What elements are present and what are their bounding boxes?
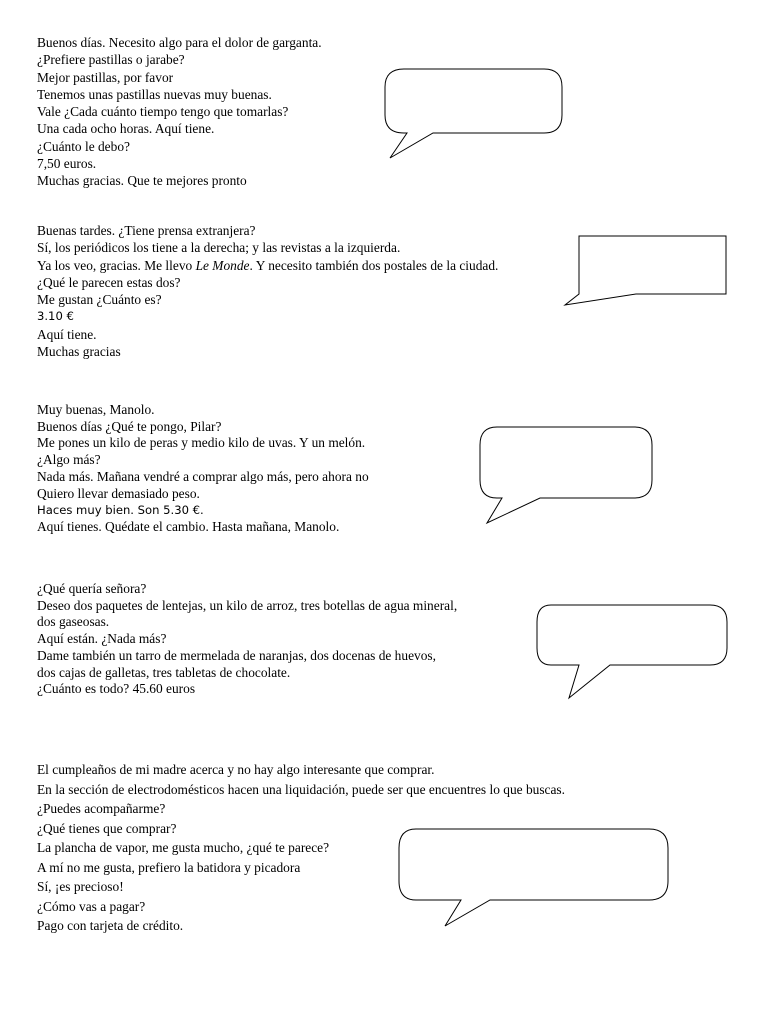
dialogue-line: 3.10 € — [37, 309, 74, 324]
dialogue-line: ¿Qué tienes que comprar? — [37, 820, 177, 836]
dialogue-line: Aquí tiene. — [37, 326, 97, 342]
dialogue-line: Dame también un tarro de mermelada de naranjas, dos docenas de huevos, — [37, 647, 436, 663]
line-text: . Y necesito también dos postales de la ciudad. — [249, 257, 499, 273]
dialogue-line: Deseo dos paquetes de lentejas, un kilo de arroz, tres botellas de agua mineral, — [37, 597, 458, 613]
dialogue-line: Muchas gracias. Que te mejores pronto — [37, 173, 247, 189]
speech-bubble-1 — [384, 68, 564, 160]
dialogue-line: Tenemos unas pastillas nuevas muy buenas. — [37, 86, 272, 102]
dialogue-line: Muy buenas, Manolo. — [37, 402, 155, 417]
dialogue-line: La plancha de vapor, me gusta mucho, ¿qué te parece? — [37, 840, 330, 855]
dialogue-line: ¿Prefiere pastillas o jarabe? — [37, 52, 185, 68]
dialogue-line: Muchas gracias — [37, 344, 121, 360]
dialogue-line: ¿Cuánto le debo? — [37, 138, 130, 154]
speech-bubble-4 — [536, 604, 730, 700]
dialogue-line: Quiero llevar demasiado peso. — [37, 485, 200, 501]
dialogue-line: En la sección de electrodomésticos hacen una liquidación, puede ser que encuentres lo que buscas. — [37, 781, 565, 797]
dialogue-grocery — [37, 581, 457, 698]
dialogue-line: ¿Qué quería señora? — [37, 581, 147, 596]
speech-bubble-5 — [398, 828, 672, 930]
dialogue-newsstand — [37, 222, 498, 360]
dialogue-line: ¿Qué le parecen estas dos? — [37, 274, 181, 290]
dialogue-line: A mí no me gusta, prefiero la batidora y picadora — [37, 859, 301, 875]
dialogue-line: Me pones un kilo de peras y medio kilo de uvas. Y un melón. — [37, 435, 366, 451]
dialogue-line: ¿Algo más? — [37, 452, 101, 468]
speech-bubble-3 — [479, 426, 655, 526]
dialogue-fruit-shop — [37, 402, 369, 536]
dialogue-line: Pago con tarjeta de crédito. — [37, 918, 184, 933]
line-text: Ya los veo, gracias. Me llevo — [37, 257, 196, 273]
newspaper-title: Le Monde — [195, 257, 250, 273]
dialogue-line: Buenos días. Necesito algo para el dolor de garganta. — [37, 35, 322, 50]
dialogue-line: 7,50 euros. — [37, 156, 97, 172]
dialogue-line: Me gustan ¿Cuánto es? — [37, 292, 162, 308]
dialogue-line: El cumpleaños de mi madre acerca y no hay algo interesante que comprar. — [37, 762, 435, 777]
dialogue-line: ¿Cuánto es todo? 45.60 euros — [37, 681, 196, 697]
dialogue-line: Vale ¿Cada cuánto tiempo tengo que tomarlas? — [37, 104, 289, 120]
dialogue-line — [37, 257, 498, 274]
dialogue-line: ¿Cómo vas a pagar? — [37, 898, 146, 914]
dialogue-line: ¿Puedes acompañarme? — [37, 801, 166, 816]
dialogue-line: dos gaseosas. — [37, 614, 110, 630]
dialogue-line: Aquí tienes. Quédate el cambio. Hasta mañana, Manolo. — [37, 518, 340, 534]
dialogue-line: Buenas tardes. ¿Tiene prensa extranjera? — [37, 223, 256, 238]
dialogue-line: Mejor pastillas, por favor — [37, 69, 174, 85]
dialogue-pharmacy — [37, 34, 322, 190]
dialogue-line: Sí, ¡es precioso! — [37, 879, 124, 894]
dialogue-line: Buenos días ¿Qué te pongo, Pilar? — [37, 418, 222, 434]
dialogue-line: Una cada ocho horas. Aquí tiene. — [37, 121, 215, 137]
dialogue-line: Aquí están. ¿Nada más? — [37, 631, 167, 647]
dialogue-line: Nada más. Mañana vendré a comprar algo más, pero ahora no — [37, 468, 369, 484]
dialogue-line: dos cajas de galletas, tres tabletas de chocolate. — [37, 664, 291, 680]
dialogue-line: Haces muy bien. Son 5.30 €. — [37, 503, 204, 518]
speech-bubble-2 — [563, 235, 729, 307]
dialogue-line: Sí, los periódicos los tiene a la derecha; y las revistas a la izquierda. — [37, 240, 401, 256]
